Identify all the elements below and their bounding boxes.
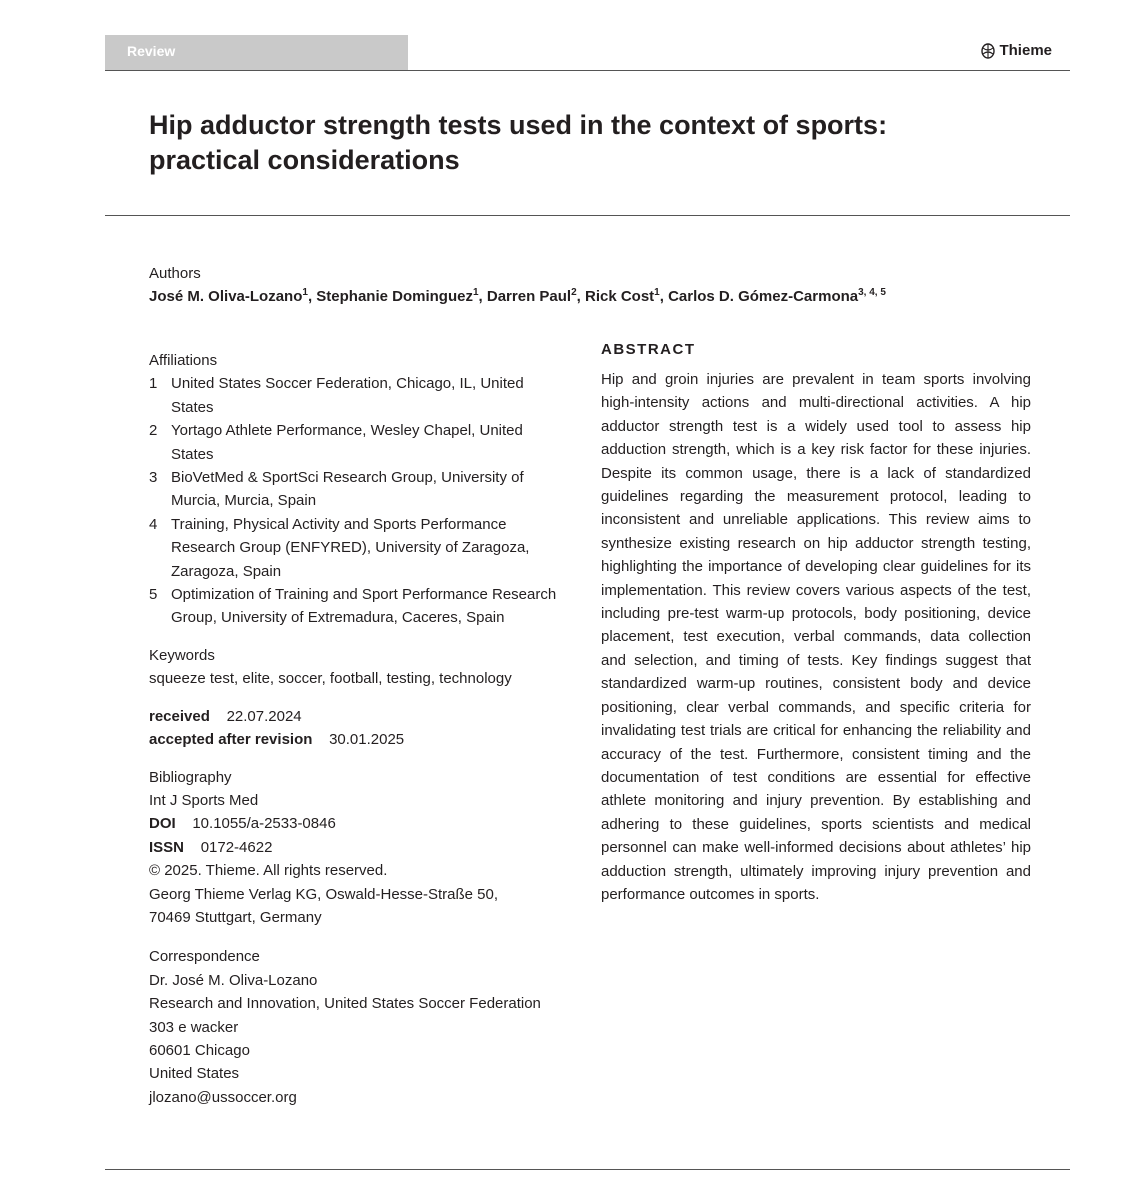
abstract-heading: ABSTRACT (601, 341, 696, 358)
affiliation-text: Zaragoza, Spain (171, 562, 282, 580)
affiliation-text: States (171, 398, 214, 416)
doi-label: DOI (149, 815, 176, 833)
author-affiliation: 1 (472, 287, 479, 298)
author-name: Darren Paul (486, 288, 572, 305)
accepted-row (149, 728, 579, 751)
keywords-label: Keywords (149, 646, 215, 664)
issn-row (149, 836, 579, 859)
doi-row (149, 812, 579, 835)
issn-label: ISSN (149, 838, 185, 856)
affiliation-number: 4 (149, 515, 158, 533)
affiliation-item (149, 513, 579, 583)
accepted-label: accepted after revision (149, 731, 313, 749)
affiliation-number: 1 (149, 375, 158, 393)
affiliation-text: Training, Physical Activity and Sports Performance (171, 515, 507, 533)
authors-label: Authors (149, 265, 201, 282)
article-title (149, 108, 969, 178)
section-label-bar (105, 35, 408, 70)
affiliation-item (149, 419, 579, 466)
bibliography-label: Bibliography (149, 768, 232, 786)
affiliation-text: United States Soccer Federation, Chicago, IL, United (171, 375, 524, 393)
affiliation-item (149, 583, 579, 630)
copyright-text: © 2025. Thieme. All rights reserved. (149, 862, 388, 880)
title-rule (105, 215, 1070, 216)
received-date: 22.07.2024 (226, 707, 302, 725)
issn-value: 0172-4622 (200, 838, 273, 856)
abstract-text: Hip and groin injuries are prevalent in team sports involving high-intensity actions and multi-directional activities. A hip adductor strength test is a widely used tool to assess hip adduction strength, which is a key risk factor for these injuries. Despite its common usage, there is a lack of standardized guidelines regarding the measurement protocol, leading to inconsistent and unreliable applications. This review aims to synthesize existing research on hip adductor strength testing, highlighting the importance of developing clear guidelines for its implementation. This review covers various aspects of the test, including pre-test warm-up protocols, body positioning, device placement, test execution, verbal commands, data collection and selection, and timing of tests. Key findings suggest that standardized warm-up routines, consistent body and device positioning, clear verbal commands, and specific criteria for invalidating test trials are critical for enhancing the reliability and accuracy of the test. Furthermore, consistent timing and the documentation of test conditions are essential for effective athlete monitoring and injury prevention. By establishing and adhering to these guidelines, sports scientists and medical personnel can make well-informed decisions about athletes’ hip adduction strength, ultimately improving injury prevention and performance outcomes in sports. (601, 371, 1031, 903)
authors-list: José M. Oliva-Lozano$^1$, Stephanie Dominguez$^1$, Darren Paul$^2$, Rick Cost$^1$, Carlos D. Gómez-Carmona$^{3, 4, 5}$ (149, 287, 886, 305)
received-row (149, 705, 579, 728)
correspondence-name: Dr. José M. Oliva-Lozano (149, 971, 318, 989)
author-affiliation: 1 (654, 287, 660, 298)
affiliation-text: BioVetMed & SportSci Research Group, University of (171, 469, 524, 487)
accepted-date: 30.01.2025 (329, 731, 405, 749)
correspondence-line: 60601 Chicago (149, 1041, 250, 1059)
header-rule (105, 70, 1070, 71)
correspondence-line: Research and Innovation, United States Soccer Federation (149, 995, 541, 1013)
affiliation-number: 5 (149, 586, 158, 604)
title-line-2: practical considerations (149, 145, 460, 175)
correspondence-line: United States (149, 1065, 240, 1083)
correspondence-line: 303 e wacker (149, 1018, 239, 1036)
title-line-1: Hip adductor strength tests used in the context of sports: (149, 110, 888, 140)
affiliations-label: Affiliations (149, 352, 218, 369)
thieme-logo-icon (981, 43, 995, 59)
correspondence-label: Correspondence (149, 948, 260, 966)
author-name: José M. Oliva-Lozano (149, 288, 303, 305)
publisher-address: Georg Thieme Verlag KG, Oswald-Hesse-Straße 50, (149, 885, 499, 903)
metadata-column (149, 349, 579, 1109)
publisher-address: 70469 Stuttgart, Germany (149, 908, 322, 926)
affiliation-number: 2 (149, 422, 158, 440)
affiliation-text: Murcia, Murcia, Spain (171, 492, 317, 510)
journal-name: Int J Sports Med (149, 791, 259, 809)
affiliation-text: Yortago Athlete Performance, Wesley Chapel, United (171, 422, 523, 440)
correspondence-email[interactable]: jlozano@ussoccer.org (149, 1088, 297, 1106)
abstract-section (601, 341, 1031, 906)
affiliation-text: Optimization of Training and Sport Performance Research (171, 586, 557, 604)
affiliation-number: 3 (149, 469, 158, 487)
author-name: Carlos D. Gómez-Carmona (668, 288, 859, 305)
author-name: Rick Cost (584, 288, 655, 305)
author-affiliation: 2 (571, 287, 577, 298)
author-name: Stephanie Dominguez (316, 288, 473, 305)
doi-value[interactable]: 10.1055/a-2533-0846 (192, 815, 336, 833)
keywords-text: squeeze test, elite, soccer, football, testing, technology (149, 670, 512, 688)
publisher-logo (981, 42, 1052, 59)
affiliation-text: Group, University of Extremadura, Caceres, Spain (171, 609, 505, 627)
affiliation-item (149, 466, 579, 513)
section-label: Review (127, 43, 176, 59)
affiliation-text: States (171, 445, 214, 463)
affiliation-text: Research Group (ENFYRED), University of Zaragoza, (171, 539, 530, 557)
received-label: received (149, 707, 210, 725)
author-affiliation: 3, 4, 5 (858, 287, 886, 298)
footer-rule (105, 1169, 1070, 1170)
author-affiliation: 1 (302, 287, 308, 298)
publisher-name: Thieme (999, 42, 1052, 59)
affiliation-item (149, 372, 579, 419)
affiliations-list (149, 372, 579, 629)
